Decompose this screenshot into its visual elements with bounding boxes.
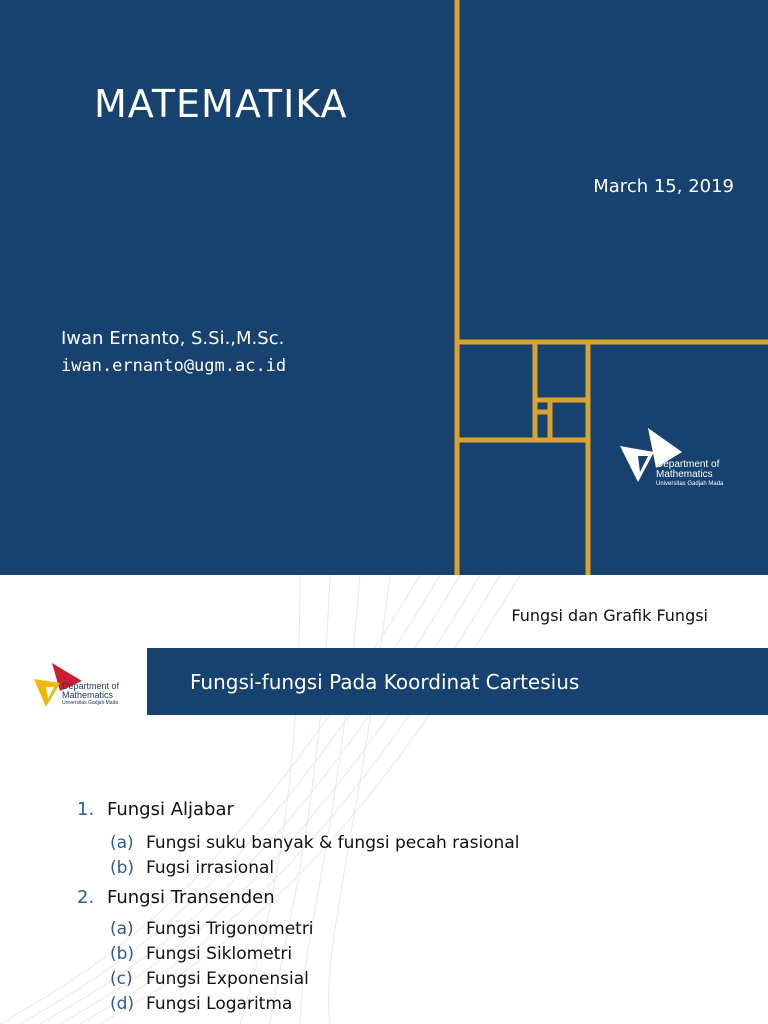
item-label: Fungsi Aljabar <box>107 799 234 820</box>
sub-item-label: Fungsi Trigonometri <box>146 919 314 939</box>
sub-item <box>110 919 314 939</box>
sub-item <box>110 833 519 853</box>
presentation-date: March 15, 2019 <box>593 176 734 197</box>
presentation-title: MATEMATIKA <box>94 82 348 126</box>
item-number: 2. <box>77 887 95 908</box>
item-number: 1. <box>77 799 95 820</box>
list-item <box>77 799 234 820</box>
sub-item-letter: (d) <box>110 994 135 1014</box>
sub-item-letter: (c) <box>110 969 133 989</box>
sub-item <box>110 969 309 989</box>
sub-item <box>110 944 292 964</box>
author-email: iwan.ernanto@ugm.ac.id <box>61 356 287 376</box>
department-logo-text: Department of Mathematics Universitas Gadjah Mada <box>656 459 724 487</box>
sub-item-letter: (b) <box>110 858 135 878</box>
frame-title: Fungsi-fungsi Pada Koordinat Cartesius <box>190 670 580 694</box>
slide-subtitle: Fungsi dan Grafik Fungsi <box>511 606 708 625</box>
department-logo-text: Department of Mathematics Universitas Gadjah Mada <box>62 681 120 706</box>
sub-item-label: Fungsi Logaritma <box>146 994 293 1014</box>
content-slide <box>0 575 768 1024</box>
sub-item-letter: (a) <box>110 833 134 853</box>
sub-item-letter: (a) <box>110 919 134 939</box>
list-item <box>77 887 275 908</box>
sub-item <box>110 858 274 878</box>
author-name: Iwan Ernanto, S.Si.,M.Sc. <box>61 328 285 349</box>
sub-item-label: Fungsi Siklometri <box>146 944 293 964</box>
sub-item <box>110 994 292 1014</box>
item-label: Fungsi Transenden <box>107 887 275 908</box>
sub-item-label: Fugsi irrasional <box>146 858 275 878</box>
sub-item-label: Fungsi suku banyak & fungsi pecah rasional <box>146 833 520 853</box>
sub-item-label: Fungsi Exponensial <box>146 969 309 989</box>
sub-item-letter: (b) <box>110 944 135 964</box>
